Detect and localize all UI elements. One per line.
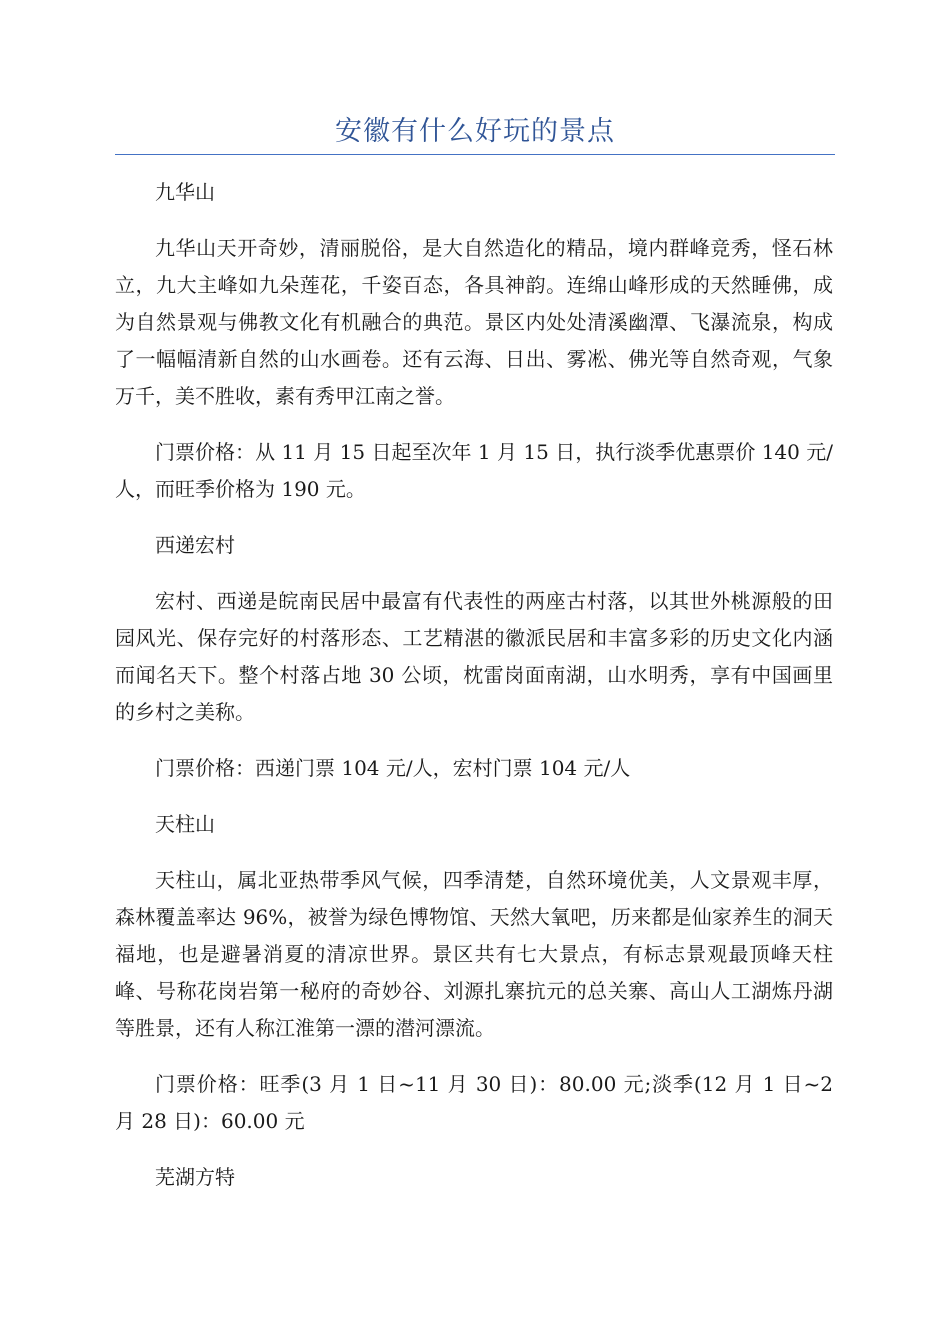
title-underline [115, 154, 835, 155]
paragraph-xidi-hongcun-price: 门票价格：西递门票 104 元/人，宏村门票 104 元/人 [155, 756, 631, 780]
paragraph-tianzhushan-price: 门票价格：旺季(3 月 1 日~11 月 30 日)：80.00 元;淡季(12 月 1 日~2 月 28 日)：60.00 元 [115, 1072, 833, 1133]
document-body [115, 174, 833, 1215]
paragraph-xidi-hongcun-description: 宏村、西递是皖南民居中最富有代表性的两座古村落，以其世外桃源般的田园风光、保存完好的村落形态、工艺精湛的徽派民居和丰富多彩的历史文化内涵而闻名天下。整个村落占地 30 公顷，枕雷岗面南湖，山水明秀，享有中国画里的乡村之美称。 [115, 589, 833, 724]
paragraph-jiuhuashan-description: 九华山天开奇妙，清丽脱俗，是大自然造化的精品，境内群峰竞秀，怪石林立，九大主峰如九朵莲花，千姿百态，各具神韵。连绵山峰形成的天然睡佛，成为自然景观与佛教文化有机融合的典范。景区内处处清溪幽潭、飞瀑流泉，构成了一幅幅清新自然的山水画卷。还有云海、日出、雾凇、佛光等自然奇观，气象万千，美不胜收，素有秀甲江南之誉。 [115, 236, 833, 408]
heading-jiuhuashan: 九华山 [155, 180, 215, 204]
paragraph-jiuhuashan-price: 门票价格：从 11 月 15 日起至次年 1 月 15 日，执行淡季优惠票价 140 元/人，而旺季价格为 190 元。 [115, 440, 833, 501]
heading-xidi-hongcun: 西递宏村 [155, 533, 235, 557]
heading-tianzhushan: 天柱山 [155, 812, 215, 836]
paragraph-tianzhushan-description: 天柱山，属北亚热带季风气候，四季清楚，自然环境优美，人文景观丰厚，森林覆盖率达 96%，被誉为绿色博物馆、天然大氧吧，历来都是仙家养生的洞天福地，也是避暑消夏的清凉世界。景区共有七大景点，有标志景观最顶峰天柱峰、号称花岗岩第一秘府的奇妙谷、刘源扎寨抗元的总关寨、高山人工湖炼丹湖等胜景，还有人称江淮第一漂的潜河漂流。 [115, 868, 833, 1040]
heading-wuhu-fangte: 芜湖方特 [155, 1165, 235, 1189]
document-title: 安徽有什么好玩的景点 [335, 116, 615, 147]
